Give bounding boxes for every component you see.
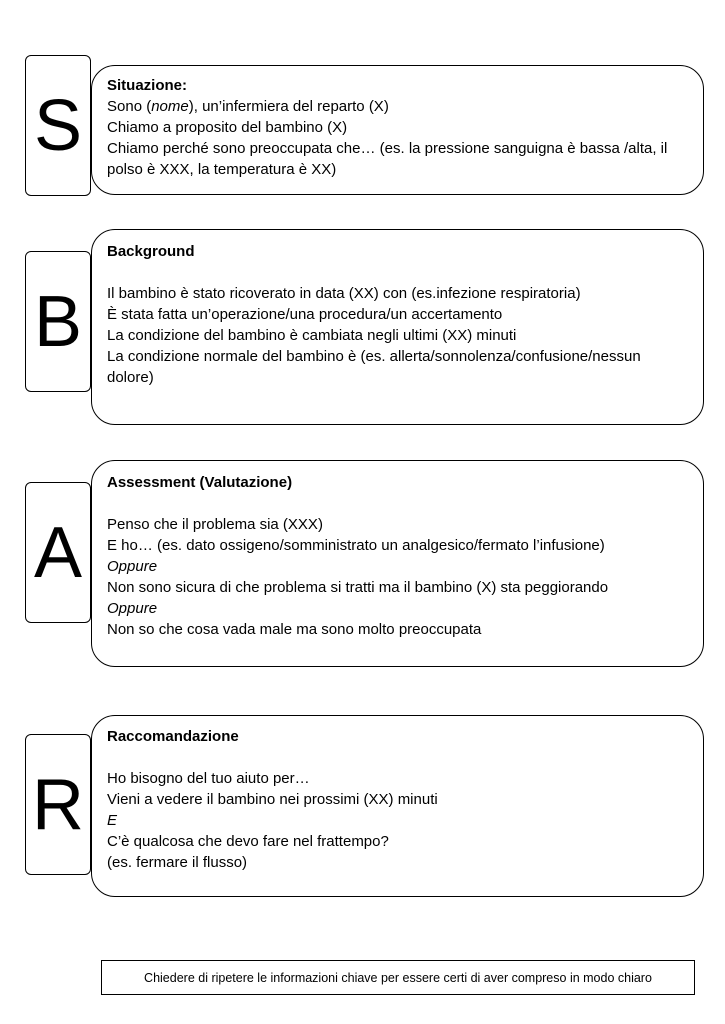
situation-heading: Situazione: — [107, 77, 188, 94]
recommendation-line-5: (es. fermare il flusso) — [107, 854, 248, 871]
letter-b: B — [25, 251, 91, 392]
assessment-line-2: E ho… (es. dato ossigeno/somministrato un analgesico/fermato l’infusione) — [107, 537, 605, 554]
recommendation-heading: Raccomandazione — [107, 728, 239, 745]
background-line-2: È stata fatta un’operazione/una procedura/un accertamento — [107, 306, 503, 323]
assessment-line-4: Non sono sicura di che problema si tratti ma il bambino (X) sta peggiorando — [107, 579, 609, 596]
recommendation-line-1: Ho bisogno del tuo aiuto per… — [107, 770, 310, 787]
recommendation-content — [107, 726, 697, 873]
background-heading: Background — [107, 243, 195, 260]
recommendation-line-4: C’è qualcosa che devo fare nel frattempo? — [107, 833, 389, 850]
background-line-3: La condizione del bambino è cambiata negli ultimi (XX) minuti — [107, 327, 517, 344]
situation-line-1: Sono (nome), un’infermiera del reparto (X) — [107, 98, 389, 115]
situation-content — [107, 75, 697, 180]
assessment-content — [107, 472, 697, 640]
background-line-4: La condizione normale del bambino è (es. allerta/sonnolenza/confusione/nessun — [107, 348, 641, 365]
assessment-line-3: Oppure — [107, 558, 158, 575]
letter-s: S — [25, 55, 91, 196]
situation-line-2: Chiamo a proposito del bambino (X) — [107, 119, 348, 136]
letter-r: R — [25, 734, 91, 875]
background-line-1: Il bambino è stato ricoverato in data (XX) con (es.infezione respiratoria) — [107, 285, 581, 302]
background-content — [107, 241, 697, 388]
assessment-line-6: Non so che cosa vada male ma sono molto preoccupata — [107, 621, 482, 638]
situation-line-3: Chiamo perché sono preoccupata che… (es. la pressione sanguigna è bassa /alta, il — [107, 140, 668, 157]
footer-note: Chiedere di ripetere le informazioni chiave per essere certi di aver compreso in modo chiaro — [101, 960, 695, 995]
assessment-heading: Assessment (Valutazione) — [107, 474, 293, 491]
assessment-line-1: Penso che il problema sia (XXX) — [107, 516, 323, 533]
assessment-line-5: Oppure — [107, 600, 158, 617]
recommendation-line-3: E — [107, 812, 118, 829]
situation-line-4: polso è XXX, la temperatura è XX) — [107, 161, 337, 178]
recommendation-line-2: Vieni a vedere il bambino nei prossimi (XX) minuti — [107, 791, 438, 808]
letter-a: A — [25, 482, 91, 623]
background-line-5: dolore) — [107, 369, 154, 386]
